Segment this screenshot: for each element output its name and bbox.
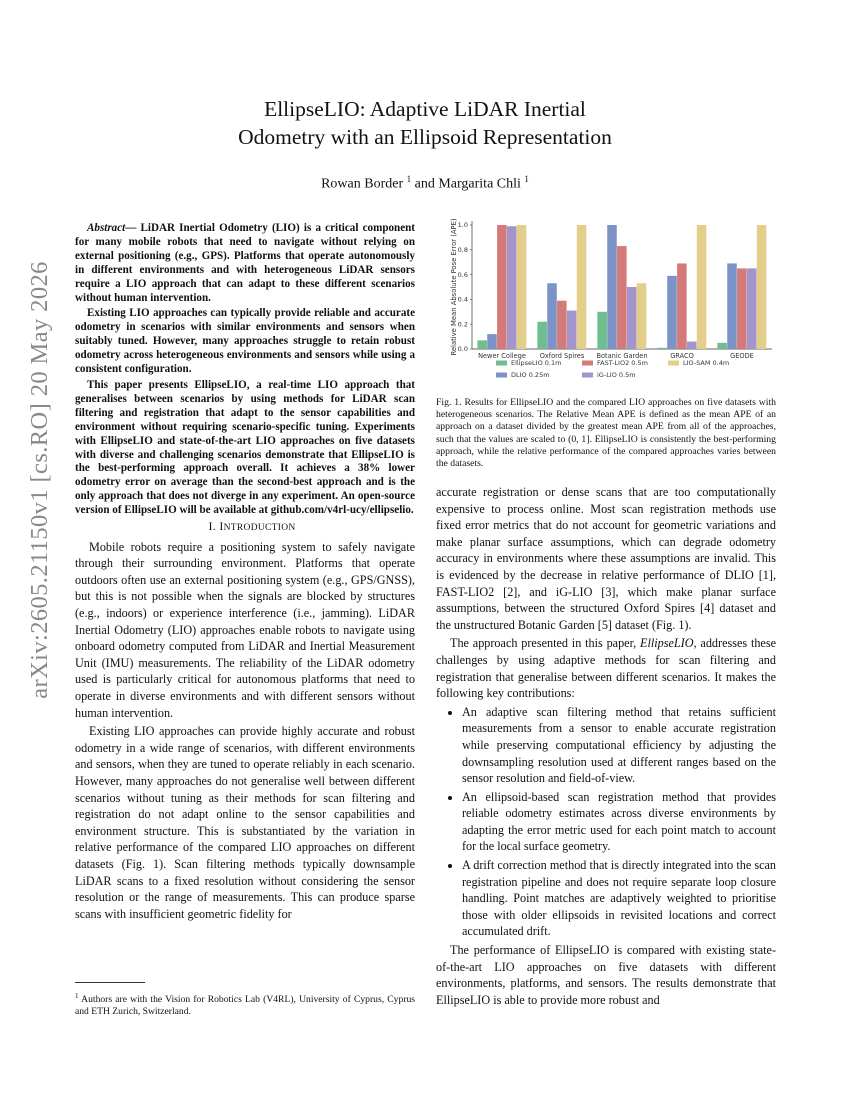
legend-swatch: [582, 373, 593, 378]
intro-paragraph-1: Mobile robots require a positioning system to safely navigate through their surrounding environment. Platforms that operate outdoors often use an external positioning system (e.g., GPS/GNSS), but this is not possible when the signals are blocked by structures (e.g., indoors) or experience interference (i.e., jamming). LiDAR Inertial Odometry (LIO) approaches enable robots to navigate using onboard odometry computed from LiDAR and Inertial Measurement Unit (IMU) measurements. The reliability of the LiDAR odometry used is particularly critical for autonomous platforms that need to operate in diverse environments and with different sensors without human intervention.: [75, 539, 415, 720]
right-paragraph-3: The performance of EllipseLIO is compared with existing state-of-the-art LIO approaches on five datasets with different environments, platforms, and sensors. The results demonstrate that EllipseLIO is able to provide more robust and: [436, 943, 776, 1007]
legend-label: LIO-SAM 0.4m: [683, 359, 730, 367]
arxiv-identifier-text: arXiv:2605.21150v1 [cs.RO] 20 May 2026: [26, 261, 53, 699]
bar: [517, 225, 527, 349]
abstract-label: Abstract: [87, 222, 126, 234]
y-tick-label: 0.8: [457, 246, 468, 254]
author-list: [0, 174, 850, 193]
y-tick-label: 1.0: [457, 221, 468, 230]
y-tick-label: 0.2: [457, 320, 468, 329]
legend-swatch: [582, 361, 593, 366]
bar: [757, 225, 767, 349]
paragraph-2-end: , addresses these challenges by using adaptive methods for scan filtering and registration that generalise between different scenarios. It makes the following key contributions:: [436, 636, 776, 701]
contribution-item: • An adaptive scan filtering method that retains sufficient measurements from a sensor to enable accurate registration while preserving computational efficiency by adjusting the downsampling resolution used at different ranges based on the sensor resolution and field-of-view.: [462, 704, 776, 787]
paper-title: [0, 95, 850, 151]
contribution-item: • An ellipsoid-based scan registration method that provides reliable odometry estimates across diverse environments by adapting the error metric used for each point match to account for the local surface geometry.: [462, 789, 776, 855]
bar: [667, 276, 677, 349]
legend-swatch: [668, 361, 679, 366]
y-tick-label: 0.6: [457, 270, 468, 279]
section-number: I.: [208, 519, 220, 534]
bar: [677, 263, 687, 349]
bar: [617, 246, 627, 349]
bar: [597, 312, 607, 349]
right-paragraph-2: [436, 635, 776, 701]
legend-swatch: [496, 373, 507, 378]
abstract-paragraph-3: This paper presents EllipseLIO, a real-time LIO approach that generalises between scenarios by using methods for LiDAR scan filtering and registration that adapt to the sensor capabilities and environment without requiring scenario-specific tuning. Experiments with EllipseLIO and state-of-the-art LIO approaches on five datasets with diverse and challenging scenarios demonstrate that EllipseLIO is the best-performing approach overall. It achieves a 38% lower odometry error on average than the second-best approach and is the only approach that does not diverge in any experiment. An open-source version of EllipseLIO will be available at github.com/v4rl-ucy/ellipselio.: [75, 378, 415, 517]
x-tick-label: GRACO: [670, 352, 694, 360]
footnote-marker: 1: [75, 992, 79, 1000]
right-column: [436, 484, 776, 1008]
left-column: [75, 222, 415, 922]
title-line-2: Odometry with an Ellipsoid Representation: [238, 125, 612, 149]
section-heading-initial: I: [219, 519, 224, 534]
bar: [747, 268, 757, 349]
y-tick-label: 0.4: [457, 295, 468, 304]
arxiv-identifier: [18, 261, 62, 699]
legend-label: iG-LIO 0.5m: [597, 371, 636, 379]
y-tick-label: 0.0: [457, 345, 468, 354]
footnote-text: Authors are with the Vision for Robotics Lab (V4RL), University of Cyprus, Cyprus and ETH Zurich, Switzerland.: [75, 994, 415, 1018]
bar: [607, 225, 617, 349]
abstract-paragraph-1: [75, 222, 415, 305]
legend-label: FAST-LIO2 0.5m: [597, 359, 648, 367]
footnote: [75, 990, 415, 1018]
legend-label: EllipseLIO 0.1m: [511, 359, 562, 367]
abstract-text-1: — LiDAR Inertial Odometry (LIO) is a critical component for many mobile robots that need to navigate without relying on external positioning (e.g., GPS). Platforms that operate autonomously in different environments and with heterogeneous LiDAR sensors require a LIO approach that can adapt to these different scenarios without human intervention.: [75, 222, 415, 304]
figure-1-caption: Fig. 1. Results for EllipseLIO and the compared LIO approaches on five datasets with heterogeneous scenarios. The Relative Mean APE is defined as the mean APE of an approach on a dataset divided by the greatest mean APE from all of the approaches, such that the values are scaled to (0, 1]. EllipseLIO is consistently the best-performing approach, while the relative performance of the compared approaches varies between the datasets.: [436, 397, 776, 470]
legend-swatch: [496, 361, 507, 366]
contribution-list: [436, 704, 776, 940]
abstract-paragraph-2: Existing LIO approaches can typically provide reliable and accurate odometry in scenarios with similar environments and sensors when suitably tuned. However, many approaches struggle to retain robust odometry across heterogeneous environments and sensors while using a consistent configuration.: [75, 307, 415, 376]
legend-label: DLIO 0.25m: [511, 371, 550, 379]
bar: [477, 340, 487, 349]
x-tick-label: Oxford Spires: [539, 352, 585, 360]
bar: [557, 301, 567, 349]
approach-name: EllipseLIO: [640, 636, 694, 651]
x-tick-label: GEODE: [730, 352, 754, 360]
title-line-1: EllipseLIO: Adaptive LiDAR Inertial: [264, 97, 586, 121]
section-heading-introduction: [75, 518, 415, 537]
bar: [567, 311, 577, 349]
author-1: Rowan Border: [321, 176, 404, 192]
bar: [637, 283, 647, 349]
bar: [507, 226, 517, 349]
intro-paragraph-2: Existing LIO approaches can provide highly accurate and robust odometry in a wide range of scenarios, with different environments and sensors, when they are tuned to operate reliably in each scenario. However, many approaches do not generalise well between different scenarios without tuning as their methods for scan filtering and registration do not adapt online to the sensor capabilities and environment structure. This is substantiated by the variation in relative performance of the compared LIO approaches on different datasets (Fig. 1). Scan filtering methods typically downsample LiDAR scans to a fixed resolution without considering the sensor resolution or the range of measurements. This can produce sparse scans with insufficient geometric fidelity for: [75, 724, 415, 921]
author-2-affiliation: 1: [524, 174, 529, 184]
right-paragraph-1: accurate registration or dense scans that are too computationally expensive to process online. Most scan registration methods use fixed error metrics that do not account for geometric variations and make planar surface assumptions, which can degrade odometry accuracy in environments where these assumptions are invalid. This is evidenced by the decrease in relative performance of DLIO [1], FAST-LIO2 [2], and iG-LIO [3], which make planar surface assumptions, between the structured Oxford Spires [4] dataset and the unstructured Botanic Garden [5] dataset (Fig. 1).: [436, 485, 776, 632]
bar: [487, 334, 497, 349]
author-1-affiliation: 1: [406, 174, 412, 184]
bar: [657, 348, 667, 349]
y-axis-label: Relative Mean Absolute Pose Error (APE): [450, 218, 458, 356]
abstract: [75, 222, 415, 518]
bar-chart: [436, 215, 776, 390]
section-heading-rest: NTRODUCTION: [223, 523, 296, 534]
x-tick-label: Newer College: [478, 352, 526, 360]
bar: [687, 342, 697, 349]
bar: [627, 287, 637, 349]
figure-1-chart: [436, 215, 776, 390]
bar: [547, 283, 557, 349]
bar: [727, 263, 737, 349]
footnote-rule: [75, 982, 145, 983]
x-tick-label: Botanic Garden: [596, 352, 648, 360]
bar: [537, 322, 547, 349]
author-2: Margarita Chli: [438, 176, 521, 192]
bar: [497, 225, 507, 349]
bar: [717, 343, 727, 349]
bar: [737, 268, 747, 349]
author-conjunction: and: [411, 176, 439, 192]
bar: [697, 225, 707, 349]
paragraph-2-start: The approach presented in this paper,: [450, 636, 641, 651]
bar: [577, 225, 587, 349]
contribution-item: • A drift correction method that is directly integrated into the scan registration pipeline and does not require separate loop closure handling. Point matches are adaptively weighted to prioritise those with older ellipsoids in revisited locations and correct accumulated drift.: [462, 857, 776, 940]
